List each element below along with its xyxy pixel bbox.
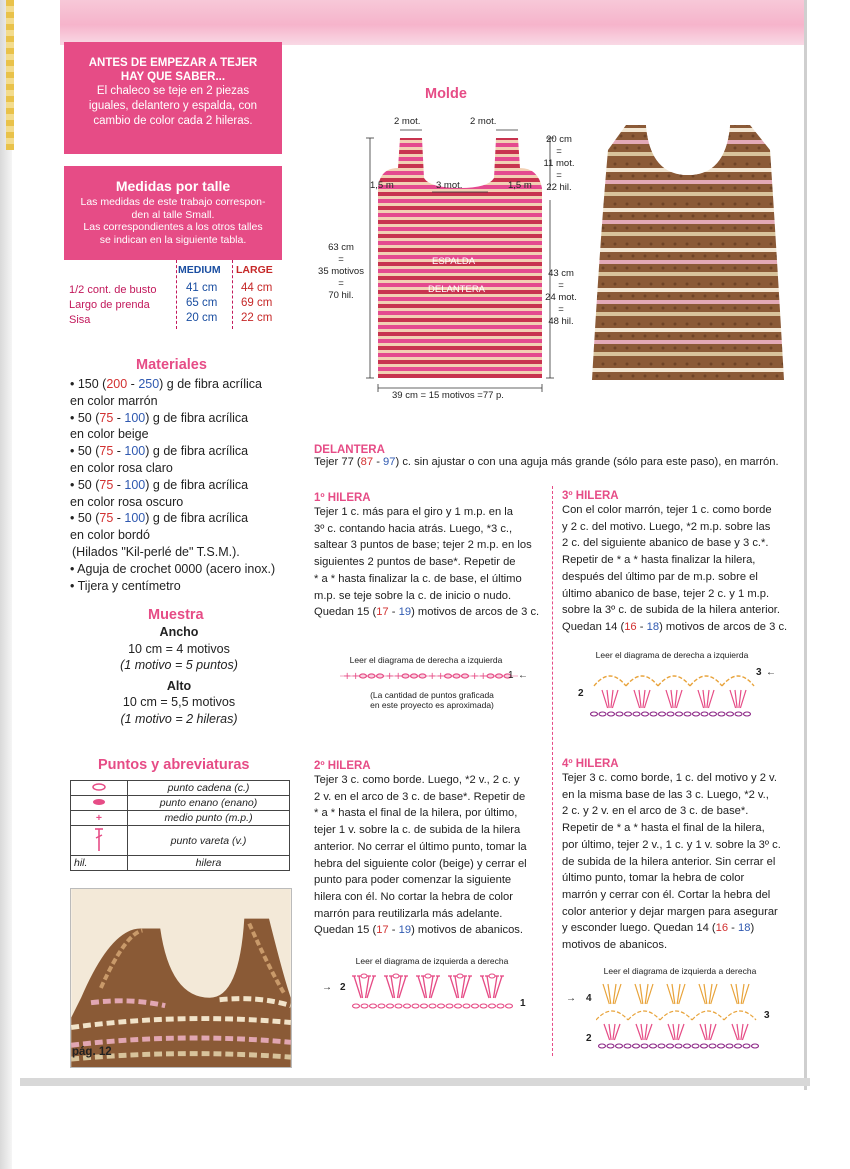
chain-arc bbox=[690, 676, 722, 686]
chain-stitch-icon bbox=[667, 1044, 674, 1048]
arrow-left-icon: ← bbox=[766, 667, 776, 678]
alto-value: 10 cm = 5,5 motivos bbox=[122, 695, 236, 709]
chain-stitch-icon bbox=[361, 1004, 368, 1008]
slip-stitch-icon bbox=[71, 796, 128, 811]
hilera3-title: 3º HILERA bbox=[562, 490, 619, 502]
material-item: • 50 (75 - 100) g de fibra acrílica bbox=[70, 511, 249, 526]
chain-stitch-icon bbox=[693, 712, 700, 716]
material-item: • 50 (75 - 100) g de fibra acrílica bbox=[70, 477, 249, 492]
page-number: pág. 12 bbox=[72, 1046, 112, 1058]
intro-heading-2: HAY QUE SABER... bbox=[120, 71, 226, 83]
delantera-title: DELANTERA bbox=[314, 444, 385, 456]
abbr-desc: medio punto (m.p.) bbox=[128, 811, 290, 826]
chain-stitch-icon bbox=[709, 1044, 716, 1048]
sizes-line: den al talle Small. bbox=[131, 208, 215, 221]
hilera2-row-num-a: 2 bbox=[340, 982, 346, 993]
chain-stitch-icon bbox=[726, 1044, 733, 1048]
chain-stitch-icon bbox=[480, 1004, 487, 1008]
chain-stitch-icon bbox=[616, 712, 623, 716]
chain-stitch-icon bbox=[599, 1044, 606, 1048]
abbr-title: Puntos y abreviaturas bbox=[98, 757, 250, 773]
material-item: • 50 (75 - 100) g de fibra acrílica bbox=[70, 444, 249, 459]
hilera2-row-num-b: 1 bbox=[520, 998, 526, 1009]
hilera1-text: Tejer 1 c. más para el giro y 1 m.p. en la 3º c. contando hacia atrás. Luego, *3 c., saltear 3 puntos de base; tejer 2 m.p. en los siguientes 2 puntos de base*. Repetir de * a * hasta finalizar la c. de base, el último m.p. se teje sobre la c. de inicio o nudo. Quedan 15 (17 - 19) motivos de arcos de 3 c. bbox=[314, 506, 540, 619]
chain-stitch-icon bbox=[633, 1044, 640, 1048]
chain-stitch-icon bbox=[370, 1004, 377, 1008]
chain-stitch-icon bbox=[692, 1044, 699, 1048]
table-divider bbox=[232, 260, 233, 329]
chain-arc bbox=[692, 1011, 724, 1020]
chain-stitch-icon bbox=[608, 712, 615, 716]
chain-stitch-icon bbox=[425, 974, 431, 978]
row-large: 22 cm bbox=[241, 312, 273, 324]
stitch-mark: + bbox=[343, 671, 352, 682]
arrow-left-icon: ← bbox=[518, 670, 528, 681]
sizes-title: Medidas por talle bbox=[115, 178, 231, 194]
intro-line: cambio de color cada 2 hileras. bbox=[93, 115, 253, 127]
intro-heading-1: ANTES DE EMPEZAR A TEJER bbox=[88, 57, 258, 69]
abbr-desc: punto enano (enano) bbox=[128, 796, 290, 811]
material-color: en color bordó bbox=[70, 528, 150, 543]
stitch-mark: + bbox=[479, 671, 488, 682]
chain-stitch-icon bbox=[625, 712, 632, 716]
chain-stitch-icon bbox=[393, 974, 399, 978]
hilera2-title: 2º HILERA bbox=[314, 760, 371, 772]
col-medium: MEDIUM bbox=[178, 264, 221, 276]
molde-center: 3 mot. bbox=[436, 180, 463, 191]
sizes-line: Las correspondientes a los otros talles bbox=[83, 221, 263, 233]
material-tools: • Tijera y centímetro bbox=[70, 578, 181, 593]
chain-arc bbox=[596, 1011, 628, 1020]
chain-stitch-icon bbox=[591, 712, 598, 716]
alto-note: (1 motivo = 2 hileras) bbox=[120, 711, 238, 726]
material-needle: • Aguja de crochet 0000 (acero inox.) bbox=[70, 561, 276, 576]
material-color: en color rosa claro bbox=[70, 460, 173, 475]
chain-arc bbox=[658, 676, 690, 686]
abbr-row bbox=[71, 781, 290, 796]
sizes-line: se indican en la siguiente tabla. bbox=[99, 233, 247, 246]
molde-label-front: DELANTERA bbox=[428, 284, 486, 295]
chain-stitch-icon bbox=[607, 1044, 614, 1048]
chain-stitch-icon bbox=[599, 712, 606, 716]
abbr-table bbox=[70, 780, 290, 871]
chain-stitch-icon bbox=[744, 712, 751, 716]
molde-body-dim: 43 cm = 24 mot. = 48 hil. bbox=[545, 268, 577, 327]
molde-armhole-dim: 20 cm = 11 mot. = 22 hil. bbox=[543, 134, 575, 193]
hilera3-row-num-b: 2 bbox=[578, 688, 584, 699]
abbr-row bbox=[71, 826, 290, 856]
chain-stitch-icon bbox=[71, 781, 128, 796]
row-large: 69 cm bbox=[241, 297, 273, 309]
hilera3-text: Con el color marrón, tejer 1 c. como borde y 2 c. del motivo. Luego, *2 m.p. sobre las 2 c. del siguiente abanico de base y 3 c.*. Repetir de * a * hasta finalizar la hilera, después del último par de m.p. sobre el último abanico de base, tejer 2 c. y 1 m.p. sobre la 3º c. de subida de la hilera anterior. Quedan 14 (16 - 18) motivos de arcos de 3 c. bbox=[562, 504, 788, 633]
stitch-mark: + bbox=[351, 671, 360, 682]
ancho-value: 10 cm = 4 motivos bbox=[128, 641, 230, 656]
chain-stitch-icon bbox=[421, 1004, 428, 1008]
chain-arc bbox=[626, 676, 658, 686]
chain-arc bbox=[724, 1011, 756, 1020]
stitch-mark: + bbox=[470, 671, 479, 682]
arrow-right-icon: → bbox=[566, 993, 576, 1004]
molde-title: Molde bbox=[425, 86, 467, 102]
chain-stitch-icon bbox=[727, 712, 734, 716]
column-divider bbox=[552, 486, 553, 1056]
material-color: en color rosa oscuro bbox=[70, 494, 184, 509]
col-large: LARGE bbox=[236, 264, 273, 276]
intro-line: El chaleco se teje en 2 piezas bbox=[96, 85, 250, 97]
hilera4-row-num-a: 4 bbox=[586, 993, 592, 1004]
top-pink-band bbox=[60, 0, 805, 45]
vest-photo bbox=[588, 120, 788, 385]
chain-stitch-icon bbox=[429, 1004, 436, 1008]
intro-box bbox=[64, 42, 282, 154]
chain-stitch-icon bbox=[701, 1044, 708, 1048]
hilera1-row-num: 1 bbox=[508, 670, 514, 681]
chain-stitch-icon bbox=[497, 1004, 504, 1008]
chain-stitch-icon bbox=[457, 974, 463, 978]
molde-label-back: ESPALDA bbox=[432, 256, 476, 267]
molde-width-dim: 39 cm = 15 motivos =77 p. bbox=[392, 390, 504, 401]
chain-stitch-icon bbox=[642, 712, 649, 716]
chain-stitch-icon bbox=[489, 974, 495, 978]
molde-side-left: 1,5 m bbox=[370, 180, 394, 191]
row-medium: 41 cm bbox=[186, 282, 218, 294]
chain-stitch-icon bbox=[667, 712, 674, 716]
chain-stitch-icon bbox=[446, 1004, 453, 1008]
hilera4-row-num-b: 3 bbox=[764, 1010, 770, 1021]
muestra-block bbox=[84, 624, 274, 727]
chain-stitch-icon bbox=[659, 712, 666, 716]
row-label: 1/2 cont. de busto bbox=[69, 284, 157, 296]
chain-stitch-icon bbox=[438, 1004, 445, 1008]
material-color: en color marrón bbox=[70, 393, 158, 408]
sizes-box bbox=[64, 166, 282, 329]
hilera4-diagram bbox=[596, 980, 762, 1050]
row-label: Sisa bbox=[69, 314, 91, 326]
molde-side-right: 1,5 m bbox=[508, 180, 532, 191]
chain-stitch-icon bbox=[353, 1004, 360, 1008]
chain-stitch-icon bbox=[472, 1004, 479, 1008]
chain-stitch-icon bbox=[684, 712, 691, 716]
abbr-symbol-text: hil. bbox=[71, 856, 128, 871]
chain-arc bbox=[594, 676, 626, 686]
stitch-mark: + bbox=[428, 671, 437, 682]
hilera2-text: Tejer 3 c. como borde. Luego, *2 v., 2 c. y 2 v. en el arco de 3 c. de base*. Repetir de * a * hasta el final de la hilera, por último, tejer 1 v. sobre la c. de subida de la hilera anterior. No cerrar el último punto, tomar la hebra del siguiente color (beige) y cerrar el punto para poder comenzar la siguiente hilera con él. No cortar la hebra de color marrón para reutilizarla más adelante. Quedan 15 (17 - 19) motivos de abanicos. bbox=[314, 774, 527, 937]
hilera4-diag-label: Leer el diagrama de izquierda a derecha bbox=[603, 966, 757, 976]
hilera3-diagram bbox=[588, 664, 758, 720]
abbr-desc: punto cadena (c.) bbox=[128, 781, 290, 796]
chain-stitch-icon bbox=[624, 1044, 631, 1048]
row-label: Largo de prenda bbox=[69, 299, 150, 311]
row-medium: 20 cm bbox=[186, 312, 218, 324]
chain-stitch-icon bbox=[676, 712, 683, 716]
chain-arc bbox=[660, 1011, 692, 1020]
materials-list bbox=[70, 376, 300, 594]
materials-title: Materiales bbox=[136, 357, 207, 373]
chain-stitch-icon bbox=[650, 712, 657, 716]
delantera-text: Tejer 77 (87 - 97) c. sin ajustar o con una aguja más grande (sólo para este paso), en marrón. bbox=[314, 456, 779, 468]
molde-total-dim: 63 cm = 35 motivos = 70 hil. bbox=[318, 242, 364, 301]
sizes-line: Las medidas de este trabajo correspon- bbox=[80, 196, 266, 208]
hilera4-title: 4º HILERA bbox=[562, 758, 619, 770]
abbr-row bbox=[71, 796, 290, 811]
abbr-desc: hilera bbox=[128, 856, 290, 871]
chain-stitch-icon bbox=[616, 1044, 623, 1048]
muestra-title: Muestra bbox=[148, 607, 204, 623]
chain-stitch-icon bbox=[641, 1044, 648, 1048]
chain-stitch-icon bbox=[412, 1004, 419, 1008]
chain-stitch-icon bbox=[506, 1004, 513, 1008]
stitch-mark: + bbox=[394, 671, 403, 682]
hilera4-text: Tejer 3 c. como borde, 1 c. del motivo y 2 v. en la misma base de las 3 c. Luego, *2 v., 2 c. y 2 v. en el arco de 3 c. de base*. Repetir de * a * hasta el final de la hilera, por último, tejer 2 v., 1 c. y 1 v. sobre la 3º c. de subida de la hilera anterior. Sin cerrar el último punto, tomar la hebra de color marrón y cerrar con él. Cortar la hebra del color anterior y dejar margen para asegurar y esconder luego. Quedan 14 (16 - 18) motivos de abanicos. bbox=[562, 772, 781, 952]
sizes-table bbox=[64, 260, 282, 329]
chain-stitch-icon bbox=[701, 712, 708, 716]
hilera2-diagram bbox=[350, 968, 518, 1014]
page-edge-stripe bbox=[6, 0, 14, 150]
page-bottom-edge bbox=[20, 1078, 810, 1086]
chain-arc bbox=[628, 1011, 660, 1020]
abbr-row bbox=[71, 811, 290, 826]
vest-detail-photo bbox=[70, 888, 292, 1068]
sizes-text bbox=[64, 194, 282, 246]
hilera4-row-num-c: 2 bbox=[586, 1033, 592, 1044]
stitch-mark: + bbox=[436, 671, 445, 682]
table-divider bbox=[176, 260, 177, 329]
abbr-desc: punto vareta (v.) bbox=[128, 826, 290, 856]
material-item: • 150 (200 - 250) g de fibra acrílica bbox=[70, 377, 262, 391]
chain-stitch-icon bbox=[743, 1044, 750, 1048]
alto-label: Alto bbox=[166, 678, 192, 693]
chain-stitch-icon bbox=[684, 1044, 691, 1048]
chain-stitch-icon bbox=[463, 1004, 470, 1008]
ancho-note: (1 motivo = 5 puntos) bbox=[120, 658, 238, 672]
chain-stitch-icon bbox=[395, 1004, 402, 1008]
chain-stitch-icon bbox=[752, 1044, 759, 1048]
hilera1-diag-note: (La cantidad de puntos graficada en este proyecto es aproximada) bbox=[370, 690, 494, 710]
hilera3-diag-label: Leer el diagrama de derecha a izquierda bbox=[595, 650, 749, 660]
row-large: 44 cm bbox=[241, 282, 273, 294]
chain-stitch-icon bbox=[650, 1044, 657, 1048]
stitch-mark: + bbox=[385, 671, 394, 682]
chain-stitch-icon bbox=[455, 1004, 462, 1008]
chain-arc bbox=[722, 676, 754, 686]
chain-stitch-icon bbox=[404, 1004, 411, 1008]
chain-stitch-icon bbox=[735, 1044, 742, 1048]
chain-stitch-icon bbox=[378, 1004, 385, 1008]
chain-stitch-icon bbox=[675, 1044, 682, 1048]
single-crochet-icon: + bbox=[71, 811, 128, 826]
chain-stitch-icon bbox=[387, 1004, 394, 1008]
hilera1-diag-label: Leer el diagrama de derecha a izquierda bbox=[349, 655, 503, 665]
material-color: en color beige bbox=[70, 427, 149, 442]
page-right-edge bbox=[804, 0, 807, 1090]
hilera2-diag-label: Leer el diagrama de izquierda a derecha bbox=[355, 956, 509, 966]
double-crochet-icon bbox=[71, 826, 128, 856]
page-binding-edge bbox=[0, 0, 12, 1169]
chain-stitch-icon bbox=[361, 974, 367, 978]
chain-stitch-icon bbox=[718, 712, 725, 716]
chain-stitch-icon bbox=[710, 712, 717, 716]
molde-strap-left: 2 mot. bbox=[394, 116, 421, 127]
hilera3-row-num-a: 3 bbox=[756, 667, 762, 678]
material-item: • 50 (75 - 100) g de fibra acrílica bbox=[70, 410, 249, 425]
chain-stitch-icon bbox=[633, 712, 640, 716]
row-medium: 65 cm bbox=[186, 297, 218, 309]
chain-stitch-icon bbox=[658, 1044, 665, 1048]
abbr-row bbox=[71, 856, 290, 871]
arrow-right-icon: → bbox=[322, 982, 332, 993]
chain-stitch-icon bbox=[735, 712, 742, 716]
chain-stitch-icon bbox=[489, 1004, 496, 1008]
molde-strap-right: 2 mot. bbox=[470, 116, 497, 127]
chain-stitch-icon bbox=[718, 1044, 725, 1048]
ancho-label: Ancho bbox=[159, 625, 199, 639]
hilera1-title: 1º HILERA bbox=[314, 492, 371, 504]
material-brand: (Hilados "Kil-perlé de" T.S.M.). bbox=[72, 544, 240, 559]
intro-line: iguales, delantero y espalda, con bbox=[88, 100, 258, 112]
